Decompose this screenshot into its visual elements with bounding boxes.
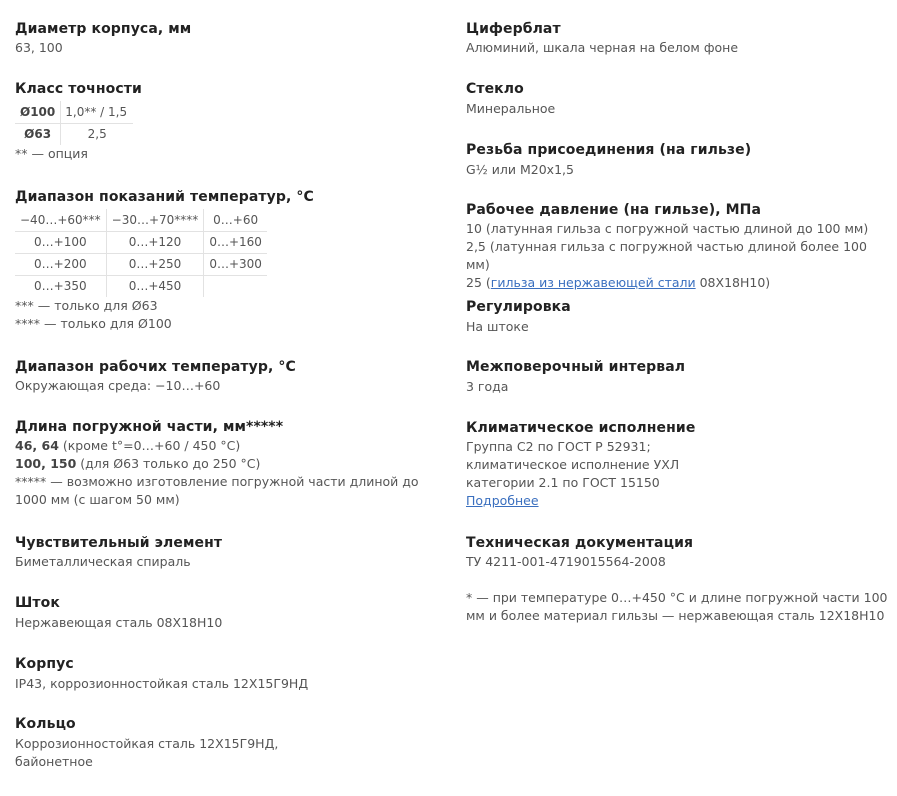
table-row <box>15 101 133 123</box>
section-body <box>15 655 435 693</box>
rod-value: Нержавеющая сталь 08Х18Н10 <box>15 615 223 630</box>
section-footnote <box>466 589 891 625</box>
table-cell <box>204 275 267 297</box>
working-title: Диапазон рабочих температур, °С <box>15 359 296 375</box>
section-rod <box>15 594 435 632</box>
length-line-1 <box>15 437 435 455</box>
pressure-line-2: 2,5 (латунная гильза с погружной частью длиной более 100 мм) <box>466 239 867 272</box>
climate-link-row <box>466 492 891 510</box>
accuracy-table <box>15 101 133 145</box>
glass-value: Минеральное <box>466 101 556 116</box>
table-cell: 0…+60 <box>204 209 267 231</box>
element-title: Чувствительный элемент <box>15 535 223 551</box>
docs-value: ТУ 4211-001-4719015564-2008 <box>466 554 666 569</box>
interval-value: 3 года <box>466 379 509 394</box>
length-title: Длина погружной части, мм***** <box>15 419 284 435</box>
length-note: ***** — возможно изготовление погружной части длиной до 1000 мм (с шагом 50 мм) <box>15 474 419 507</box>
section-adjust <box>466 298 891 336</box>
more-details-link[interactable]: Подробнее <box>466 493 539 508</box>
table-cell: 0…+300 <box>204 253 267 275</box>
accuracy-value: 1,0** / 1,5 <box>61 101 133 123</box>
thread-value: G½ или М20х1,5 <box>466 162 574 177</box>
length-line-2 <box>15 455 435 473</box>
table-cell: 0…+120 <box>106 231 204 253</box>
section-ring <box>15 715 435 771</box>
table-cell: −40…+60*** <box>15 209 106 231</box>
accuracy-label: Ø63 <box>15 123 61 145</box>
table-cell: 0…+250 <box>106 253 204 275</box>
body-title: Корпус <box>15 656 74 672</box>
table-row <box>15 209 267 231</box>
adjust-title: Регулировка <box>466 299 571 315</box>
section-thread <box>466 141 891 179</box>
dial-title: Циферблат <box>466 21 561 37</box>
section-glass <box>466 80 891 118</box>
length-line-1-rest: (кроме t°=0…+60 / 450 °С) <box>58 438 241 453</box>
table-cell: 0…+100 <box>15 231 106 253</box>
accuracy-title: Класс точности <box>15 81 142 97</box>
range-table <box>15 209 267 297</box>
body-value: IP43, коррозионностойкая сталь 12Х15Г9НД <box>15 676 309 691</box>
climate-title: Климатическое исполнение <box>466 420 696 436</box>
pressure-title: Рабочее давление (на гильзе), МПа <box>466 202 762 218</box>
pressure-line-3 <box>466 274 891 292</box>
climate-line-2: климатическое исполнение УХЛ <box>466 457 680 472</box>
climate-line-3: категории 2.1 по ГОСТ 15150 <box>466 475 660 490</box>
diameter-title: Диаметр корпуса, мм <box>15 21 192 37</box>
section-interval <box>466 358 891 396</box>
footnote-line-2: мм и более материал гильзы — нержавеющая сталь 12Х18Н10 <box>466 608 885 623</box>
section-range <box>15 188 435 333</box>
section-element <box>15 534 435 571</box>
accuracy-note: ** — опция <box>15 146 88 161</box>
thread-title: Резьба присоединения (на гильзе) <box>466 142 752 158</box>
table-cell: 0…+200 <box>15 253 106 275</box>
interval-title: Межповерочный интервал <box>466 359 686 375</box>
range-note-2: **** — только для Ø100 <box>15 316 172 331</box>
ring-value-1: Коррозионностойкая сталь 12Х15Г9НД, <box>15 736 279 751</box>
range-title: Диапазон показаний температур, °С <box>15 189 314 205</box>
table-row <box>15 253 267 275</box>
accuracy-label: Ø100 <box>15 101 61 123</box>
table-cell: 0…+450 <box>106 275 204 297</box>
pressure-line-3-pre: 25 ( <box>466 275 491 290</box>
accuracy-value: 2,5 <box>87 127 107 142</box>
working-value: Окружающая среда: −10…+60 <box>15 378 221 393</box>
dial-value: Алюминий, шкала черная на белом фоне <box>466 40 739 55</box>
diameter-value: 63, 100 <box>15 40 63 55</box>
length-line-2-bold: 100, 150 <box>15 456 77 471</box>
range-note-1: *** — только для Ø63 <box>15 298 158 313</box>
section-docs <box>466 534 891 571</box>
section-climate <box>466 419 891 510</box>
section-working-temp <box>15 358 435 395</box>
docs-title: Техническая документация <box>466 535 694 551</box>
glass-title: Стекло <box>466 81 524 97</box>
pressure-line-1: 10 (латунная гильза с погружной частью длиной до 100 мм) <box>466 221 869 236</box>
section-pressure <box>466 201 891 292</box>
section-dial <box>466 20 891 57</box>
section-diameter <box>15 20 435 57</box>
footnote-line-1: * — при температуре 0…+450 °С и длине погружной части 100 <box>466 590 888 605</box>
ring-title: Кольцо <box>15 716 76 732</box>
table-row <box>15 231 267 253</box>
section-length <box>15 418 435 509</box>
table-row <box>15 275 267 297</box>
element-value: Биметаллическая спираль <box>15 554 191 569</box>
steel-sleeve-link[interactable]: гильза из нержавеющей стали <box>490 275 696 290</box>
table-cell: 0…+160 <box>204 231 267 253</box>
table-cell: −30…+70**** <box>106 209 204 231</box>
length-line-1-bold: 46, 64 <box>15 438 59 453</box>
table-row <box>15 123 133 145</box>
table-cell: 0…+350 <box>15 275 106 297</box>
climate-line-1: Группа С2 по ГОСТ Р 52931; <box>466 439 651 454</box>
rod-title: Шток <box>15 595 60 611</box>
section-accuracy <box>15 80 435 163</box>
length-line-2-rest: (для Ø63 только до 250 °С) <box>76 456 261 471</box>
pressure-line-3-post: 08Х18Н10) <box>695 275 771 290</box>
ring-value-2: байонетное <box>15 754 93 769</box>
adjust-value: На штоке <box>466 319 529 334</box>
